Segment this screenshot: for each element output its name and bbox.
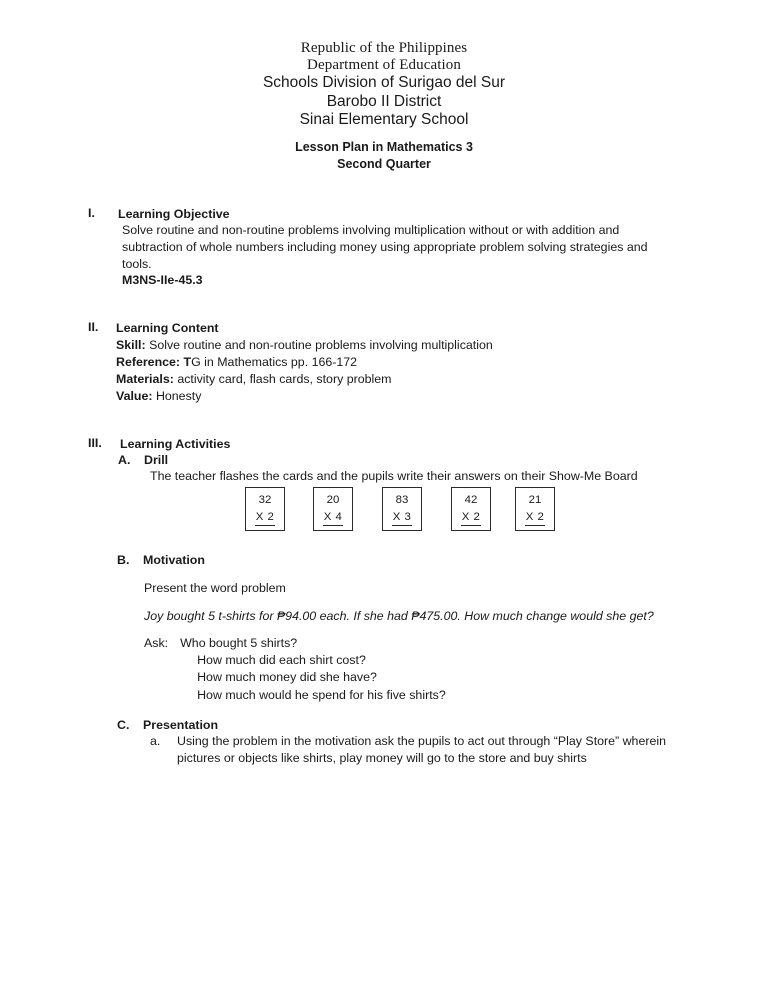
presentation-item-text: Using the problem in the motivation ask the pupils to act out through “Play Store” wherein pictures or objects like shirts, play money will go to the store and buy shirts <box>177 734 667 766</box>
document-title <box>0 139 768 172</box>
section-numeral-i: I. <box>88 206 95 220</box>
title-line-subject: Lesson Plan in Mathematics 3 <box>295 140 473 154</box>
materials-value: activity card, flash cards, story problem <box>177 372 392 386</box>
learning-objective-code: M3NS-IIe-45.3 <box>122 273 203 287</box>
flash-card-top-number: 21 <box>528 494 542 506</box>
skill-label: Skill: <box>116 338 146 352</box>
learning-objective-body: Solve routine and non-routine problems involving multiplication without or with addition and subtraction of whole numbers including money using appropriate problem solving strategies and tools. <box>122 223 648 272</box>
learning-content-materials-row <box>116 371 391 388</box>
flash-card <box>515 487 555 531</box>
flash-card <box>382 487 422 531</box>
header-line-department: Department of Education <box>307 57 461 73</box>
motivation-intro: Present the word problem <box>144 581 286 595</box>
header-line-division: Schools Division of Surigao del Sur <box>262 74 506 91</box>
flash-card-top-number: 20 <box>326 494 340 506</box>
subsection-letter-a: A. <box>118 453 131 467</box>
skill-value: Solve routine and non-routine problems involving multiplication <box>149 338 493 352</box>
flash-card-multiplier: X 2 <box>255 510 276 526</box>
subsection-heading-presentation: Presentation <box>143 718 219 732</box>
motivation-word-problem: Joy bought 5 t-shirts for ₱94.00 each. If she had ₱475.00. How much change would she get? <box>144 609 654 623</box>
flash-card-multiplier: X 2 <box>461 510 482 526</box>
header-line-school: Sinai Elementary School <box>299 111 469 128</box>
flash-card-top-number: 32 <box>258 494 272 506</box>
header-line-district: Barobo II District <box>326 92 442 110</box>
flash-card-multiplier: X 2 <box>525 510 546 526</box>
learning-content-reference-row <box>116 354 357 371</box>
flash-card <box>313 487 353 531</box>
value-value: Honesty <box>155 389 202 403</box>
reference-label: Reference: T <box>116 355 192 369</box>
flash-card-top-number: 83 <box>395 494 409 506</box>
learning-content-value-row <box>116 388 201 405</box>
section-numeral-ii: II. <box>88 320 99 334</box>
materials-label: Materials: <box>116 372 174 386</box>
flash-card <box>245 487 285 531</box>
section-numeral-iii: III. <box>88 436 102 450</box>
document-header <box>0 40 768 130</box>
flash-card-multiplier: X 4 <box>323 510 344 526</box>
ask-question: How much did each shirt cost? <box>197 653 366 668</box>
subsection-letter-c: C. <box>117 718 130 732</box>
flash-card-top-number: 42 <box>464 494 478 506</box>
header-line-republic: Republic of the Philippines <box>300 40 468 56</box>
value-label: Value: <box>116 389 153 403</box>
ask-question: How much would he spend for his five shirts? <box>197 687 446 702</box>
ask-label: Ask: <box>144 636 169 650</box>
subsection-letter-b: B. <box>117 553 130 567</box>
section-heading-learning-activities: Learning Activities <box>120 437 231 451</box>
ask-question-list <box>180 635 446 704</box>
presentation-item-marker: a. <box>150 734 161 748</box>
flash-card-multiplier: X 3 <box>392 510 413 526</box>
flash-card <box>451 487 491 531</box>
subsection-heading-drill: Drill <box>144 453 169 467</box>
subsection-heading-motivation: Motivation <box>143 553 205 567</box>
learning-content-skill-row <box>116 337 493 354</box>
section-heading-learning-objective: Learning Objective <box>118 207 230 221</box>
drill-instruction: The teacher flashes the cards and the pupils write their answers on their Show-Me Board <box>150 469 638 483</box>
ask-question: Who bought 5 shirts? <box>180 636 298 650</box>
section-heading-learning-content: Learning Content <box>116 321 219 335</box>
motivation-ask-block <box>144 635 446 704</box>
reference-value: G in Mathematics pp. 166-172 <box>191 355 358 369</box>
title-line-quarter: Second Quarter <box>337 156 431 171</box>
ask-question: How much money did she have? <box>197 670 377 685</box>
